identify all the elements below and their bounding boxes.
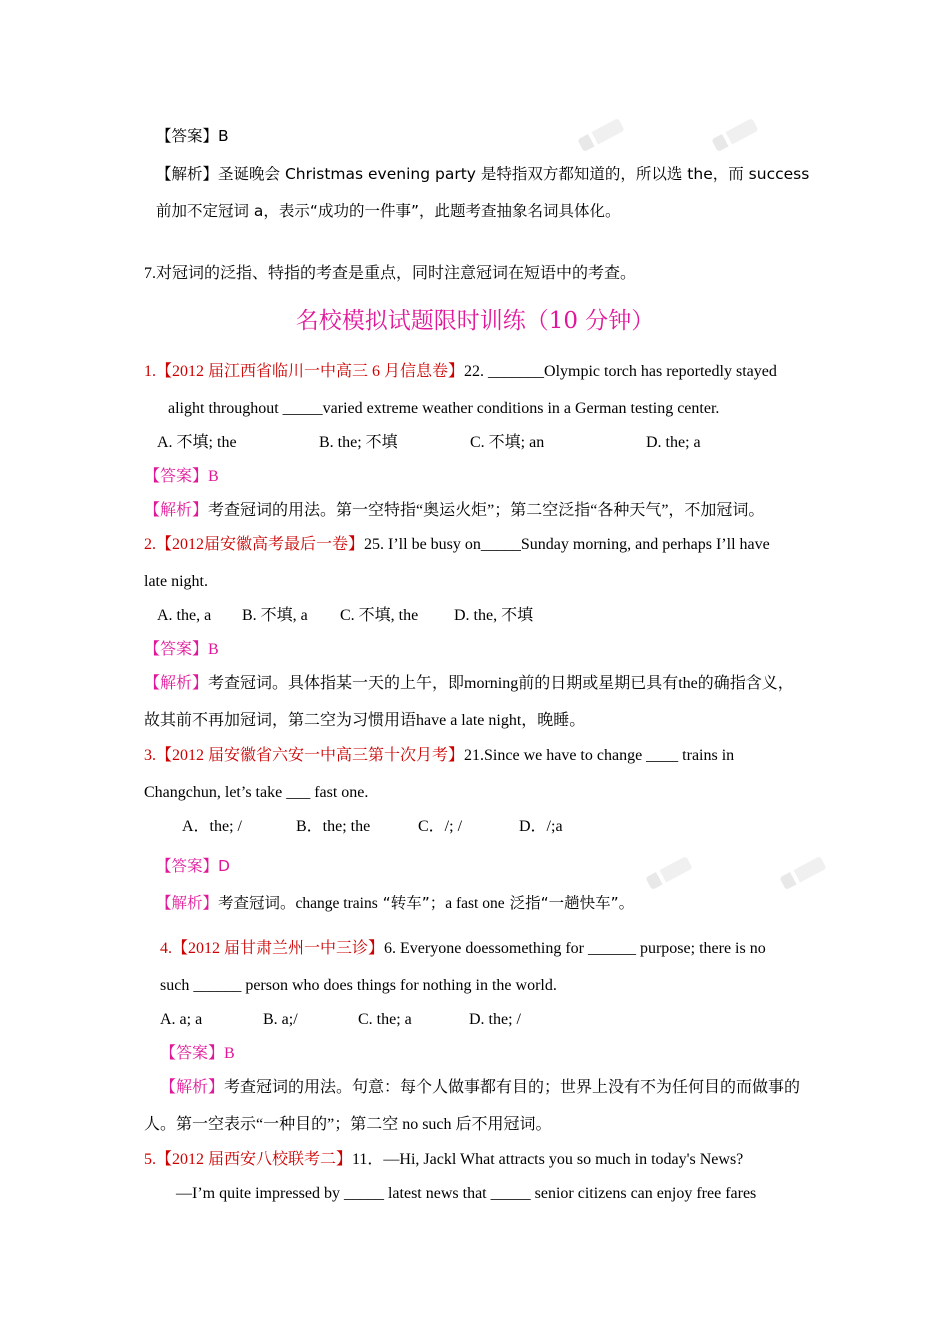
analysis-tag: 【解析】: [144, 675, 209, 692]
answer-tag: 【答案】: [144, 468, 209, 485]
watermark-logo: [711, 118, 758, 152]
question-4-line2: such ______ person who does things for nothing in the world.: [160, 977, 557, 994]
answer-tag: 【答案】: [144, 641, 209, 658]
prev-analysis-line2: 前加不定冠词 a，表示“成功的一件事”，此题考查抽象名词具体化。: [156, 202, 621, 220]
question-2-option-b: B. 不填, a: [242, 607, 308, 624]
answer-tag: 【答案】: [160, 1045, 225, 1062]
question-3-line2: Changchun, let’s take ___ fast one.: [144, 784, 369, 801]
watermark-logo: [577, 118, 624, 152]
question-3-analysis: 【解析】考查冠词。change trains “转车”；a fast one 泛指“一趟快车”。: [156, 894, 635, 912]
question-2-answer: [144, 640, 219, 660]
question-2-line1: 2.【2012届安徽高考最后一卷】25. I’ll be busy on_____Sunday morning, and perhaps I’ll have: [144, 536, 770, 553]
question-1-option-d: D. the; a: [646, 434, 701, 451]
question-source: 【2012 届安徽省六安一中高三第十次月考】: [156, 747, 465, 764]
prev-analysis-line1: 【解析】圣诞晚会 Christmas evening party 是特指双方都知道的，所以选 the，而 success: [156, 165, 810, 183]
question-2-line2: late night.: [144, 573, 208, 590]
question-2-analysis-line1: 【解析】考查冠词。具体指某一天的上午，即morning前的日期或星期已具有the的确指含义，: [144, 675, 794, 692]
watermark-logo: [779, 856, 826, 890]
question-4-line1: 4.【2012 届甘肃兰州一中三诊】6. Everyone doessomething for ______ purpose; there is no: [160, 940, 766, 957]
question-2-option-a: A. the, a: [157, 607, 212, 624]
analysis-tag: 【解析】: [160, 1079, 225, 1096]
question-1-analysis: 【解析】考查冠词的用法。第一空特指“奥运火炬”；第二空泛指“各种天气”，不加冠词。: [144, 502, 765, 519]
point-7: 7.对冠词的泛指、特指的考查是重点，同时注意冠词在短语中的考查。: [144, 265, 637, 282]
question-3-option-a: A．the; /: [182, 818, 242, 835]
question-1-option-b: B. the; 不填: [319, 434, 398, 451]
question-4-option-b: B. a;/: [263, 1011, 298, 1028]
question-2-option-d: D. the, 不填: [454, 607, 534, 624]
question-number: 1.: [144, 363, 156, 380]
analysis-tag: 【解析】: [156, 165, 219, 183]
question-number: 2.: [144, 536, 156, 553]
answer-value: D: [218, 857, 230, 875]
section-heading: 名校模拟试题限时训练（10 分钟）: [295, 308, 655, 334]
question-3-option-c: C．/; /: [418, 818, 463, 835]
question-4-analysis-line1: 【解析】考查冠词的用法。句意：每个人做事都有目的；世界上没有不为任何目的而做事的: [160, 1079, 801, 1096]
question-source: 【2012届安徽高考最后一卷】: [156, 536, 365, 553]
question-1-option-a: A. 不填; the: [157, 434, 237, 451]
question-4-option-a: A. a; a: [160, 1011, 203, 1028]
question-number: 3.: [144, 747, 156, 764]
question-3-line1: 3.【2012 届安徽省六安一中高三第十次月考】21.Since we have to change ____ trains in: [144, 747, 735, 764]
question-4-option-d: D. the; /: [469, 1011, 521, 1028]
answer-value: B: [224, 1045, 235, 1062]
question-3-option-d: D．/;a: [519, 818, 563, 835]
answer-tag: 【答案】: [156, 857, 219, 875]
question-source: 【2012 届西安八校联考二】: [156, 1151, 353, 1168]
question-2-analysis-line2: 故其前不再加冠词，第二空为习惯用语have a late night，晚睡。: [144, 712, 586, 729]
question-5-line1: 5.【2012 届西安八校联考二】11．—Hi, Jackl What attracts you so much in today's News?: [144, 1151, 744, 1168]
question-4-analysis-line2: 人。第一空表示“一种目的”；第二空 no such 后不用冠词。: [144, 1116, 552, 1133]
question-4-option-c: C. the; a: [358, 1011, 412, 1028]
question-number: 5.: [144, 1151, 156, 1168]
watermark-logo: [645, 856, 692, 890]
prev-answer: [156, 126, 229, 146]
question-source: 【2012 届甘肃兰州一中三诊】: [172, 940, 385, 957]
answer-value: B: [208, 641, 219, 658]
question-5-line2: —I’m quite impressed by _____ latest news that _____ senior citizens can enjoy free fares: [176, 1185, 757, 1202]
question-3-answer: [156, 856, 230, 876]
answer-value: B: [218, 127, 229, 145]
question-2-option-c: C. 不填, the: [340, 607, 419, 624]
answer-value: B: [208, 468, 219, 485]
question-3-option-b: B．the; the: [296, 818, 371, 835]
question-4-answer: [160, 1044, 235, 1064]
question-1-answer: [144, 467, 219, 487]
question-1-line1: 1.【2012 届江西省临川一中高三 6 月信息卷】22. _______Olympic torch has reportedly stayed: [144, 363, 777, 380]
question-1-line2: alight throughout _____varied extreme weather conditions in a German testing center.: [168, 400, 720, 417]
analysis-tag: 【解析】: [156, 894, 219, 912]
question-1-option-c: C. 不填; an: [470, 434, 545, 451]
analysis-tag: 【解析】: [144, 502, 209, 519]
question-source: 【2012 届江西省临川一中高三 6 月信息卷】: [156, 363, 465, 380]
answer-tag: 【答案】: [156, 127, 219, 145]
question-number: 4.: [160, 940, 172, 957]
